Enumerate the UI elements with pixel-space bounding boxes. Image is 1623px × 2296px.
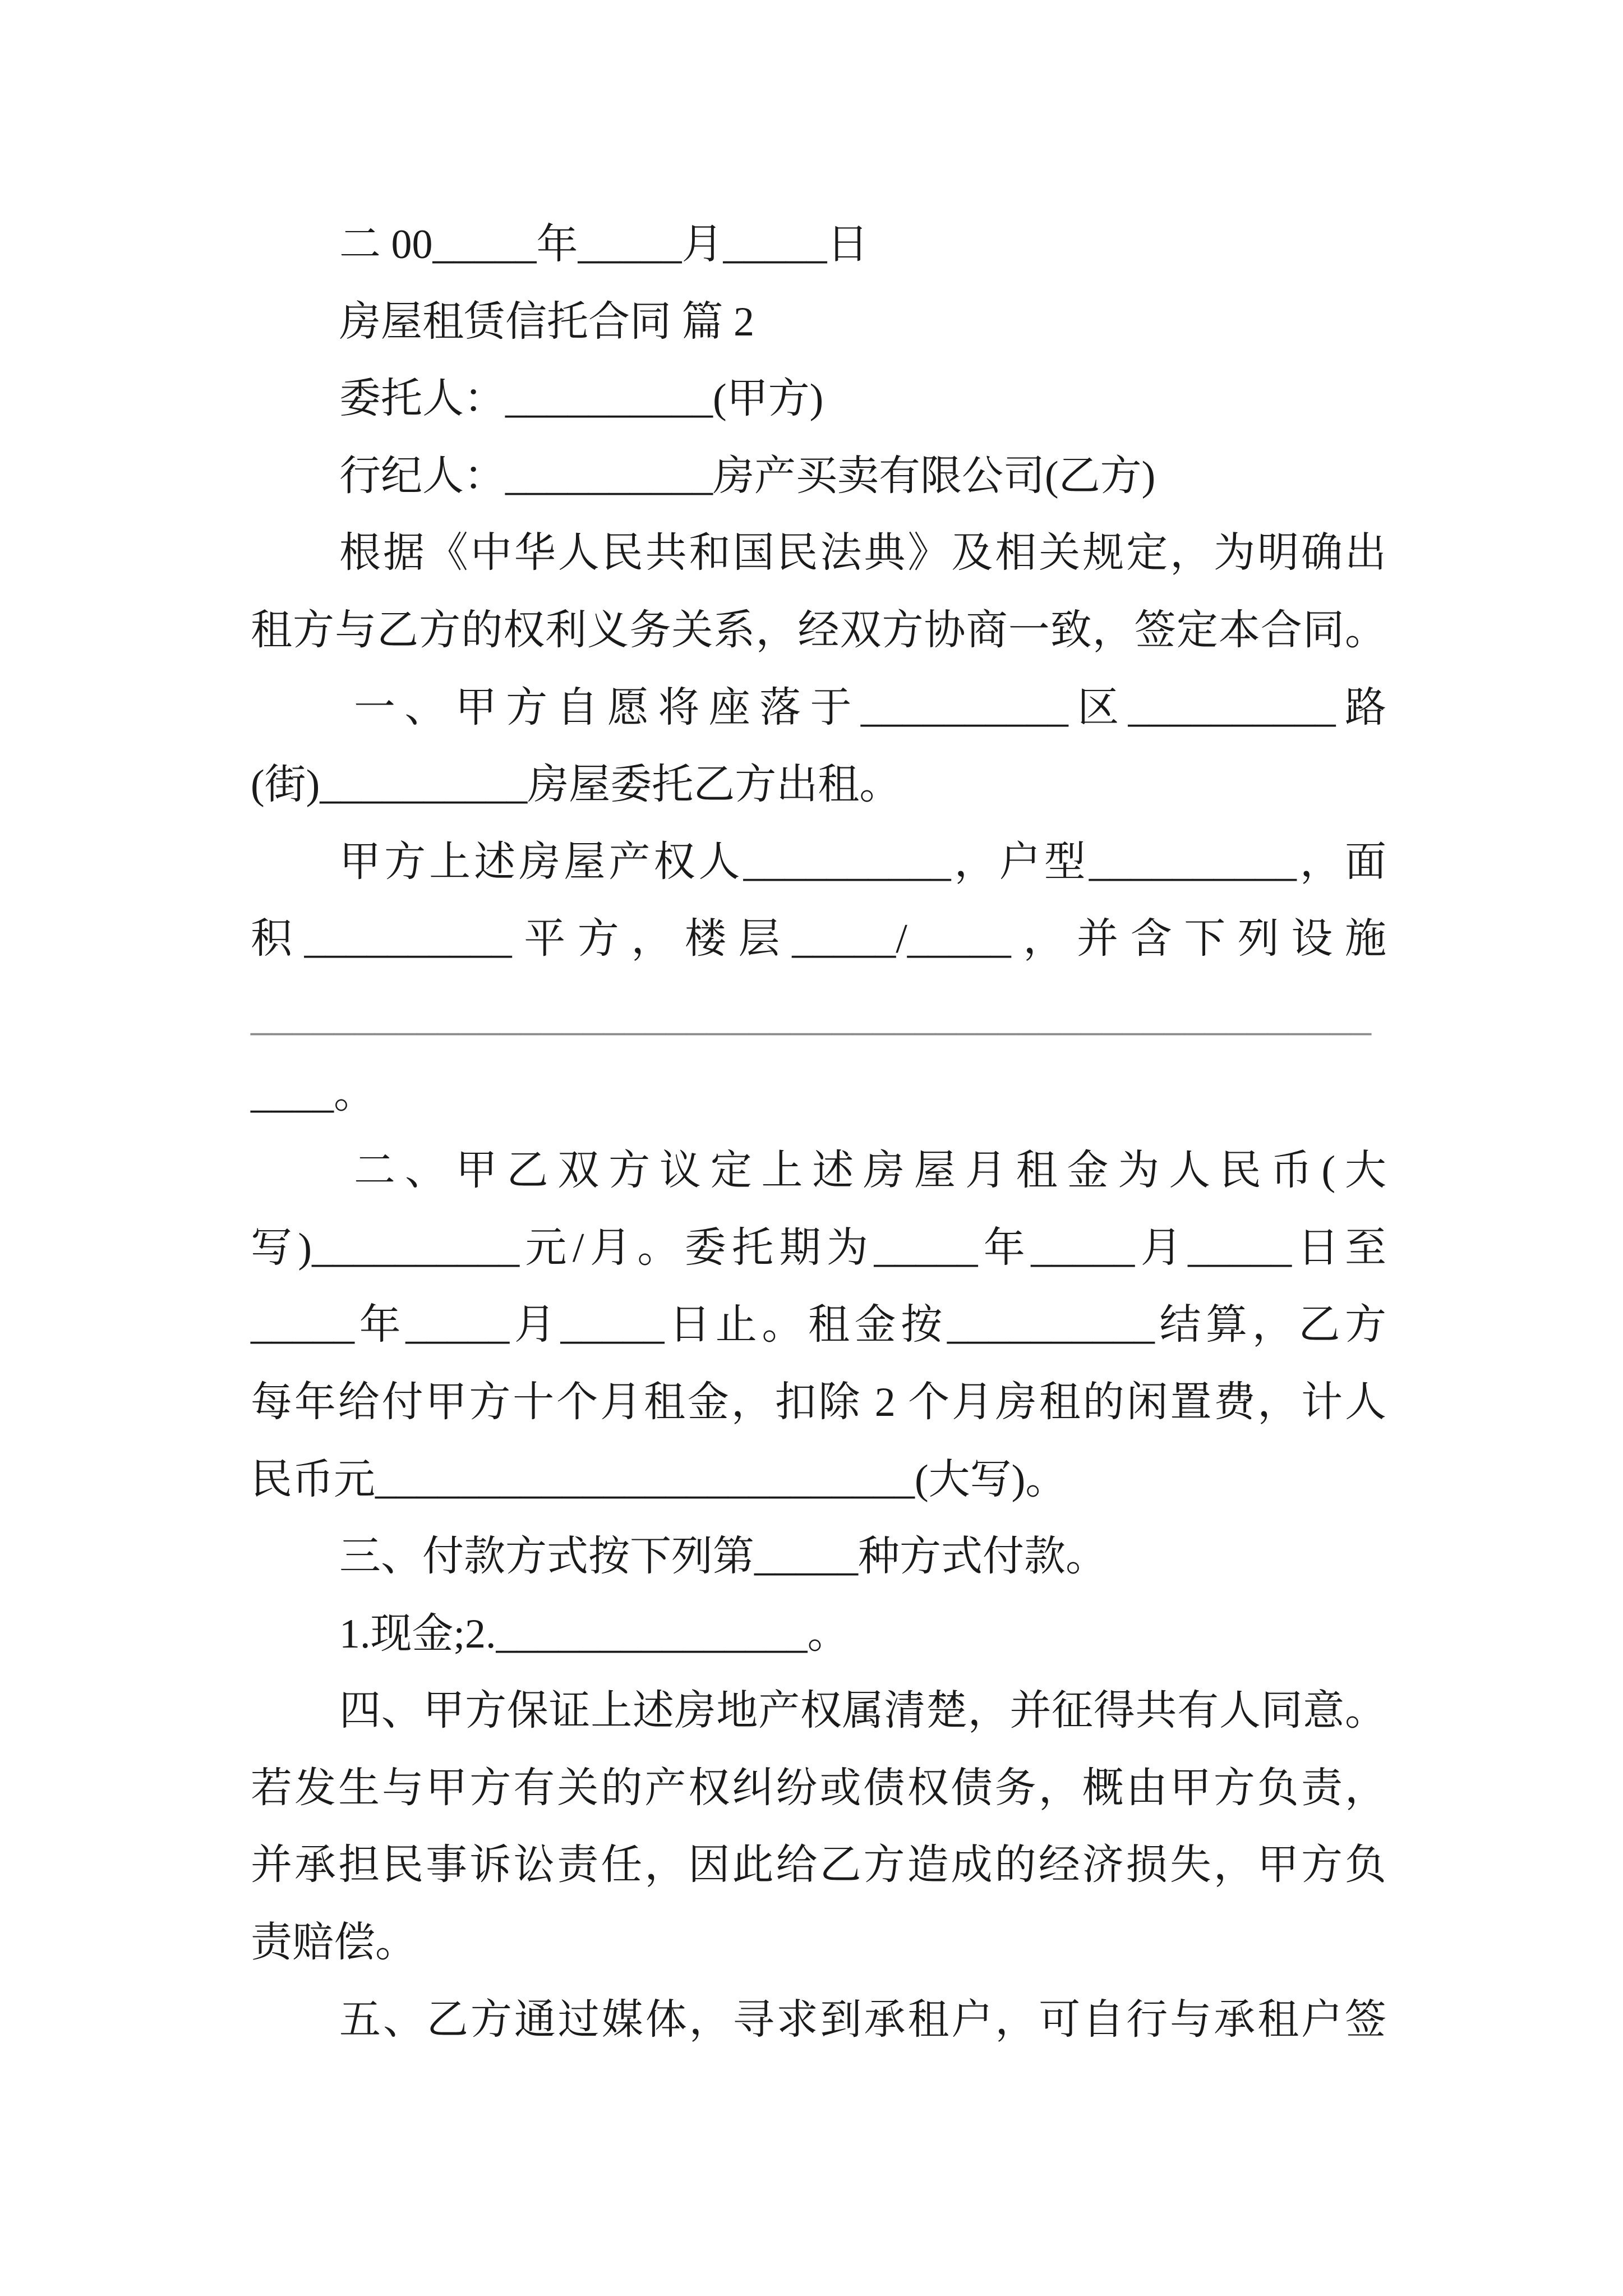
clause-2-line: _____年_____月_____日止。租金按__________结算，乙方 — [251, 1302, 1386, 1349]
contract-text — [251, 206, 1386, 2059]
facilities-blank-line: ______________________________________________________ — [251, 993, 1371, 1039]
clause-5-line: 五、乙方通过媒体，寻求到承租户，可自行与承租户签 — [339, 1996, 1386, 2043]
date-line: 二 00_____年_____月_____日 — [339, 222, 869, 268]
clause-1-detail-line: 积__________平方，楼层_____/_____，并含下列设施 — [251, 916, 1386, 963]
clause-4-line: 四、甲方保证上述房地产权属清楚，并征得共有人同意。 — [339, 1688, 1386, 1734]
clause-2-line: 二、甲乙双方议定上述房屋月租金为人民币(大 — [354, 1148, 1386, 1194]
clause-4-line: 并承担民事诉讼责任，因此给乙方造成的经济损失，甲方负 — [251, 1842, 1386, 1889]
intro-line: 租方与乙方的权利义务关系，经双方协商一致，签定本合同。 — [251, 607, 1386, 654]
clause-2-line: 写)__________元/月。委托期为_____年_____月_____日至 — [251, 1225, 1386, 1271]
clause-4-line: 若发生与甲方有关的产权纠纷或债权债务，概由甲方负责， — [251, 1765, 1386, 1811]
clause-4-line: 责赔偿。 — [251, 1920, 417, 1966]
clause-3-line: 三、付款方式按下列第_____种方式付款。 — [339, 1534, 1107, 1580]
clause-2-line: 每年给付甲方十个月租金，扣除 2 个月房租的闲置费，计人 — [251, 1379, 1386, 1425]
clause-1-line: (街)__________房屋委托乙方出租。 — [251, 762, 901, 808]
principal-line: 委托人：__________(甲方) — [339, 376, 824, 422]
intro-line: 根据《中华人民共和国民法典》及相关规定，为明确出 — [339, 530, 1386, 577]
clause-2-line: 民币元__________________________(大写)。 — [251, 1456, 1067, 1503]
clause-1-detail-line: ____。 — [251, 1070, 375, 1117]
broker-line: 行纪人：__________房产买卖有限公司(乙方) — [339, 453, 1156, 499]
contract-title: 房屋租赁信托合同 篇 2 — [339, 298, 754, 345]
clause-1-detail-line: 甲方上述房屋产权人__________，户型__________，面 — [339, 839, 1386, 885]
payment-options-line: 1.现金;2._______________。 — [339, 1611, 849, 1657]
clause-1-line: 一、甲方自愿将座落于__________区__________路 — [354, 684, 1386, 731]
